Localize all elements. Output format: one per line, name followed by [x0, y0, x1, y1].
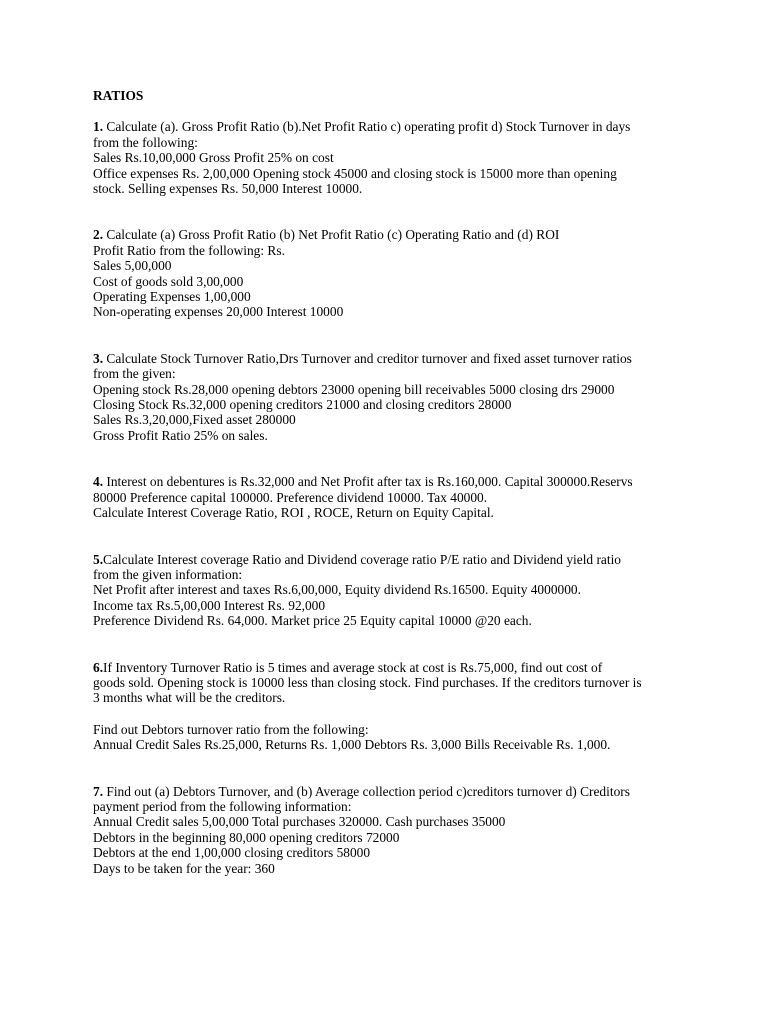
- question-line: payment period from the following information:: [93, 798, 352, 814]
- question-line: Profit Ratio from the following: Rs.: [93, 242, 285, 258]
- question-line: Sales 5,00,000: [93, 258, 172, 274]
- document-title: RATIOS: [93, 88, 144, 103]
- question-line: 3 months what will be the creditors.: [93, 690, 286, 706]
- question-number: 4.: [93, 474, 104, 490]
- question-line: from the given:: [93, 366, 176, 382]
- question-number: 6.: [93, 659, 104, 675]
- question-line: Annual Credit sales 5,00,000 Total purchases 320000. Cash purchases 35000: [93, 814, 506, 830]
- question-6: [93, 660, 708, 753]
- question-2: [93, 227, 708, 319]
- question-line: 80000 Preference capital 100000. Preference dividend 10000. Tax 40000.: [93, 489, 488, 505]
- question-3: [93, 351, 708, 443]
- question-line: Gross Profit Ratio 25% on sales.: [93, 427, 268, 443]
- question-line: Calculate Interest Coverage Ratio, ROI , ROCE, Return on Equity Capital.: [93, 505, 494, 521]
- question-number: 1.: [93, 119, 104, 135]
- question-number: 2.: [93, 227, 104, 243]
- question-number: 5.: [93, 551, 104, 567]
- question-5: [93, 552, 708, 629]
- spacer: [93, 706, 708, 722]
- spacer: [93, 320, 708, 351]
- spacer: [93, 103, 708, 119]
- question-line: Opening stock Rs.28,000 opening debtors 23000 opening bill receivables 5000 closing drs 29000: [93, 381, 615, 397]
- question-4: [93, 474, 708, 520]
- question-line: Sales Rs.3,20,000,Fixed asset 280000: [93, 412, 296, 428]
- question-line: 3. Calculate Stock Turnover Ratio,Drs Turnover and creditor turnover and fixed asset turnover ratios: [93, 350, 632, 366]
- question-line: from the following:: [93, 134, 198, 150]
- question-line: Days to be taken for the year: 360: [93, 860, 275, 876]
- question-number: 3.: [93, 350, 104, 366]
- question-line: Operating Expenses 1,00,000: [93, 289, 251, 305]
- question-line: 2. Calculate (a) Gross Profit Ratio (b) Net Profit Ratio (c) Operating Ratio and (d) ROI: [93, 227, 560, 243]
- question-7: [93, 784, 708, 876]
- question-line: 7. Find out (a) Debtors Turnover, and (b) Average collection period c)creditors turnover d) Creditors: [93, 783, 630, 799]
- question-line: Non-operating expenses 20,000 Interest 10000: [93, 304, 344, 320]
- question-line: Preference Dividend Rs. 64,000. Market price 25 Equity capital 10000 @20 each.: [93, 613, 532, 629]
- question-line: 4. Interest on debentures is Rs.32,000 and Net Profit after tax is Rs.160,000. Capital 300000.Reservs: [93, 474, 633, 490]
- question-line: stock. Selling expenses Rs. 50,000 Interest 10000.: [93, 181, 363, 197]
- spacer: [93, 443, 708, 474]
- question-line: Annual Credit Sales Rs.25,000, Returns Rs. 1,000 Debtors Rs. 3,000 Bills Receivable Rs. 1,000.: [93, 737, 611, 753]
- question-1: [93, 119, 708, 196]
- spacer: [93, 521, 708, 552]
- question-line: 1. Calculate (a). Gross Profit Ratio (b).Net Profit Ratio c) operating profit d) Stock Turnover in days: [93, 119, 631, 135]
- spacer: [93, 196, 708, 227]
- question-line: Debtors at the end 1,00,000 closing creditors 58000: [93, 845, 371, 861]
- spacer: [93, 753, 708, 784]
- question-line: Sales Rs.10,00,000 Gross Profit 25% on cost: [93, 150, 334, 166]
- question-line: Find out Debtors turnover ratio from the following:: [93, 721, 369, 737]
- question-number: 7.: [93, 783, 104, 799]
- question-line: Net Profit after interest and taxes Rs.6,00,000, Equity dividend Rs.16500. Equity 4000000.: [93, 582, 581, 598]
- question-line: Cost of goods sold 3,00,000: [93, 273, 244, 289]
- question-line: goods sold. Opening stock is 10000 less than closing stock. Find purchases. If the creditors turnover is: [93, 674, 642, 690]
- question-line: Income tax Rs.5,00,000 Interest Rs. 92,000: [93, 597, 326, 613]
- question-line: Closing Stock Rs.32,000 opening creditors 21000 and closing creditors 28000: [93, 397, 512, 413]
- question-line: Office expenses Rs. 2,00,000 Opening stock 45000 and closing stock is 15000 more than opening: [93, 165, 617, 181]
- question-line: 6.If Inventory Turnover Ratio is 5 times and average stock at cost is Rs.75,000, find out cost of: [93, 659, 603, 675]
- question-line: Debtors in the beginning 80,000 opening creditors 72000: [93, 829, 400, 845]
- question-line: from the given information:: [93, 566, 243, 582]
- question-line: 5.Calculate Interest coverage Ratio and Dividend coverage ratio P/E ratio and Dividend yield ratio: [93, 551, 622, 567]
- spacer: [93, 629, 708, 660]
